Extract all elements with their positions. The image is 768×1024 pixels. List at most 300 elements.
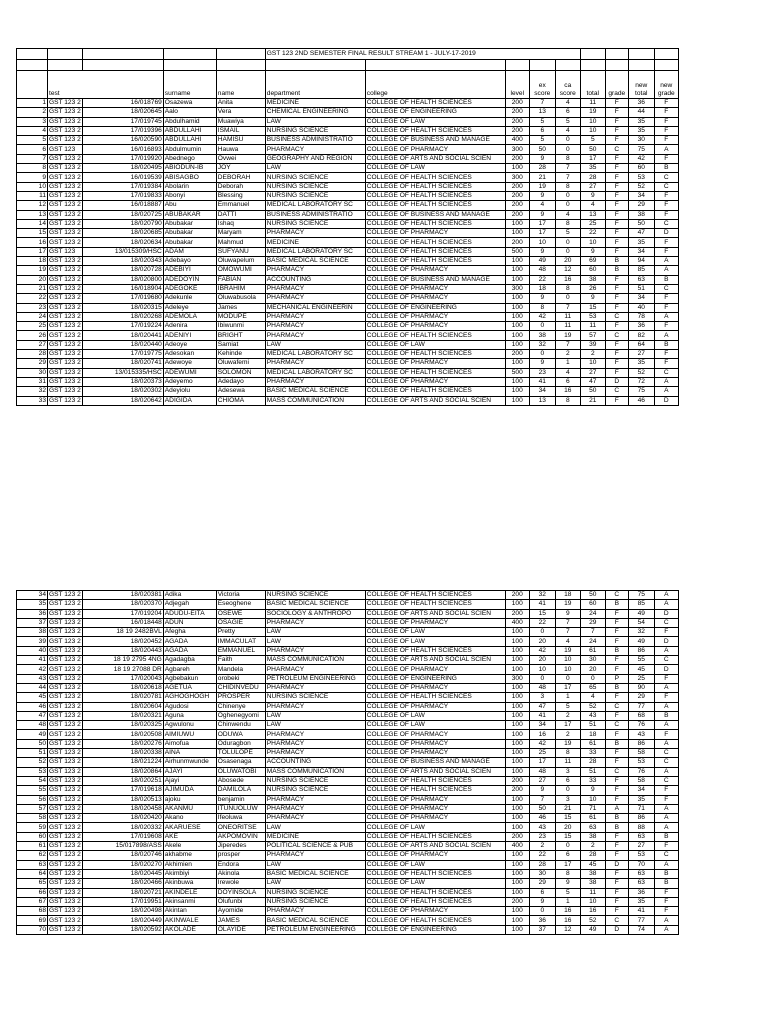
name-cell: James — [216, 303, 265, 312]
ca-score-cell: 15 — [555, 814, 580, 823]
ca-score-cell: 10 — [555, 656, 580, 665]
user-cell: 18/020370 — [82, 600, 163, 609]
name-cell: Osasenaga — [216, 758, 265, 767]
row-number: 9 — [17, 173, 48, 182]
surname-cell: Akele — [163, 842, 216, 851]
college-cell: COLLEGE OF PHARMACY — [365, 359, 505, 368]
department-cell: PHARMACY — [265, 739, 365, 748]
ca-score-cell: 0 — [555, 842, 580, 851]
level-cell: 100 — [505, 739, 529, 748]
ex-score-cell: 34 — [529, 387, 555, 396]
ex-score-cell: 29 — [529, 879, 555, 888]
test-cell: GST 123 2 — [49, 266, 81, 274]
level-cell: 200 — [505, 591, 529, 600]
ca-score-cell: 4 — [555, 210, 580, 219]
name-cell: AKPOMOVIN — [216, 832, 265, 841]
new-total-cell: 35 — [628, 126, 654, 135]
department-cell: PHARMACY — [265, 749, 365, 758]
test-cell: GST 123 2 — [49, 693, 81, 701]
table-row — [17, 897, 679, 906]
total-cell: 24 — [580, 609, 605, 618]
user-cell: 18/020634 — [82, 238, 163, 247]
grade-cell: F — [605, 191, 628, 200]
user-cell: 18/020325 — [82, 721, 163, 730]
college-cell: COLLEGE OF HEALTH SCIENCES — [365, 916, 505, 925]
test-cell: GST 123 2 — [49, 99, 81, 107]
user-cell: 18/020800 — [82, 275, 163, 284]
total-cell: 13 — [580, 210, 605, 219]
user-cell: 18 19 2482BVL — [82, 628, 163, 637]
new-total-cell: 35 — [628, 238, 654, 247]
college-cell: COLLEGE OF HEALTH SCIENCES — [365, 387, 505, 396]
user-cell: 18/020343 — [82, 257, 163, 266]
total-cell: 21 — [580, 396, 605, 405]
surname-cell: Osazewa — [163, 99, 216, 108]
total-cell: 28 — [580, 758, 605, 767]
department-cell: SOCIOLOGY & ANTHROPO — [265, 609, 365, 618]
test-cell: GST 123 2 — [49, 322, 81, 330]
new-grade-cell: C — [654, 284, 678, 293]
user-cell: 15/017898/ASS — [82, 842, 163, 851]
new-grade-cell: A — [654, 739, 678, 748]
department-cell: PHARMACY — [265, 266, 365, 275]
college-cell: COLLEGE OF PHARMACY — [365, 284, 505, 293]
table-row — [17, 591, 679, 600]
row-number: 41 — [17, 656, 48, 665]
blank-row — [17, 60, 679, 71]
table-row — [17, 823, 679, 832]
new-total-cell: 72 — [628, 377, 654, 386]
department-cell: ACCOUNTING — [265, 758, 365, 767]
table-row — [17, 191, 679, 200]
grade-cell: C — [605, 591, 628, 600]
surname-cell: Akinbuwa — [163, 879, 216, 888]
ex-score-cell: 20 — [529, 637, 555, 646]
test-cell: GST 123 2 — [49, 656, 81, 664]
new-total-cell: 70 — [628, 860, 654, 869]
department-cell: BASIC MEDICAL SCIENCE — [265, 600, 365, 609]
name-cell: Emmanuel — [216, 201, 265, 210]
table-row — [17, 368, 679, 377]
user-cell: 17/019618 — [82, 786, 163, 795]
total-cell: 50 — [580, 387, 605, 396]
name-cell: FABIAN — [216, 275, 265, 284]
surname-cell: ABDULLAHI — [163, 126, 216, 135]
user-cell: 18/020741 — [82, 359, 163, 368]
test-cell: GST 123 2 — [49, 823, 81, 831]
new-grade-cell: A — [654, 145, 678, 154]
new-grade-cell: F — [654, 126, 678, 135]
table-row — [17, 294, 679, 303]
row-number: 55 — [17, 786, 48, 795]
user-cell: 17/019204 — [82, 609, 163, 618]
new-total-cell: 30 — [628, 136, 654, 145]
test-cell: GST 123 2 — [49, 739, 81, 747]
ex-score-cell: 0 — [529, 350, 555, 359]
user-cell: 17/019384 — [82, 182, 163, 191]
ca-score-cell: 0 — [555, 786, 580, 795]
row-number: 50 — [17, 739, 48, 748]
new-grade-cell: D — [654, 637, 678, 646]
new-grade-cell: A — [654, 312, 678, 321]
college-cell: COLLEGE OF LAW — [365, 340, 505, 349]
level-cell: 500 — [505, 247, 529, 256]
new-grade-cell: F — [654, 907, 678, 916]
grade-cell: F — [605, 219, 628, 228]
level-cell: 100 — [505, 377, 529, 386]
level-cell: 200 — [505, 210, 529, 219]
college-cell: COLLEGE OF HEALTH SCIENCES — [365, 869, 505, 878]
new-total-cell: 51 — [628, 284, 654, 293]
ca-score-cell: 16 — [555, 907, 580, 916]
row-number: 15 — [17, 229, 48, 238]
user-cell: 18/020338 — [82, 749, 163, 758]
table-row — [17, 247, 679, 256]
table-row — [17, 646, 679, 655]
table-row — [17, 331, 679, 340]
ex-score-cell: 9 — [529, 786, 555, 795]
department-cell: LAW — [265, 711, 365, 720]
name-cell: Ishaq — [216, 219, 265, 228]
ca-score-cell: 8 — [555, 219, 580, 228]
surname-cell: Abonyi — [163, 191, 216, 200]
name-cell: DEBORAH — [216, 173, 265, 182]
total-cell: 71 — [580, 804, 605, 813]
new-grade-cell: A — [654, 331, 678, 340]
ex-score-cell: 48 — [529, 767, 555, 776]
department-cell: PETROLEUM ENGINEERING — [265, 925, 365, 934]
name-cell: Eseoghene — [216, 600, 265, 609]
table-row — [17, 739, 679, 748]
department-cell: NURSING SCIENCE — [265, 693, 365, 702]
row-number: 67 — [17, 897, 48, 906]
ex-score-cell: 38 — [529, 331, 555, 340]
new-total-cell: 53 — [628, 173, 654, 182]
new-grade-cell: A — [654, 721, 678, 730]
new-grade-cell: F — [654, 674, 678, 683]
college-cell: COLLEGE OF PHARMACY — [365, 294, 505, 303]
test-cell: GST 123 2 — [49, 795, 81, 803]
level-cell: 100 — [505, 359, 529, 368]
grade-cell: F — [605, 637, 628, 646]
user-cell: 18/020466 — [82, 879, 163, 888]
row-number: 64 — [17, 869, 48, 878]
surname-cell: Abednego — [163, 154, 216, 163]
grade-cell: F — [605, 628, 628, 637]
total-cell: 2 — [580, 350, 605, 359]
user-cell: 18/020781 — [82, 693, 163, 702]
total-cell: 5 — [580, 136, 605, 145]
name-cell: Oluwabusola — [216, 294, 265, 303]
college-cell: COLLEGE OF HEALTH SCIENCES — [365, 173, 505, 182]
ca-score-cell: 1 — [555, 897, 580, 906]
test-cell: GST 123 2 — [49, 600, 81, 608]
new-total-cell: 88 — [628, 823, 654, 832]
new-total-cell: 75 — [628, 591, 654, 600]
department-cell: PHARMACY — [265, 814, 365, 823]
level-cell: 300 — [505, 284, 529, 293]
test-cell: GST 123 2 — [49, 331, 81, 339]
college-cell: COLLEGE OF HEALTH SCIENCES — [365, 99, 505, 108]
ca-score-cell: 11 — [555, 758, 580, 767]
table-body-top — [17, 99, 679, 406]
name-cell: OLUWATOBI — [216, 767, 265, 776]
user-cell: 18 19 27088 DR — [82, 665, 163, 674]
surname-cell: Adeoye — [163, 340, 216, 349]
college-cell: COLLEGE OF HEALTH SCIENCES — [365, 201, 505, 210]
name-cell: TOLULOPE — [216, 749, 265, 758]
name-cell: Oluwapelum — [216, 257, 265, 266]
col-name: name — [216, 71, 265, 99]
total-cell: 16 — [580, 907, 605, 916]
level-cell: 100 — [505, 387, 529, 396]
new-grade-cell: A — [654, 860, 678, 869]
grade-cell: F — [605, 164, 628, 173]
surname-cell: ADUN — [163, 618, 216, 627]
ex-score-cell: 7 — [529, 795, 555, 804]
table-row — [17, 266, 679, 275]
table-row — [17, 907, 679, 916]
test-cell: GST 123 2 — [49, 860, 81, 868]
test-cell: GST 123 2 — [49, 182, 81, 190]
surname-cell: Agadagba — [163, 656, 216, 665]
ex-score-cell: 5 — [529, 136, 555, 145]
new-grade-cell: F — [654, 888, 678, 897]
department-cell: MEDICAL LABORATORY SC — [265, 350, 365, 359]
new-total-cell: 36 — [628, 322, 654, 331]
test-cell: GST 123 2 — [49, 173, 81, 181]
ex-score-cell: 42 — [529, 646, 555, 655]
surname-cell: AGADA — [163, 637, 216, 646]
grade-cell: D — [605, 377, 628, 386]
row-number: 28 — [17, 350, 48, 359]
new-total-cell: 32 — [628, 628, 654, 637]
new-grade-cell: C — [654, 219, 678, 228]
new-total-cell: 86 — [628, 646, 654, 655]
surname-cell: ADIGIDA — [163, 396, 216, 405]
surname-cell: Abubakar — [163, 229, 216, 238]
ex-score-cell: 20 — [529, 656, 555, 665]
total-cell: 18 — [580, 730, 605, 739]
college-cell: COLLEGE OF PHARMACY — [365, 702, 505, 711]
ex-score-cell: 43 — [529, 823, 555, 832]
grade-cell: C — [605, 145, 628, 154]
level-cell: 100 — [505, 340, 529, 349]
ex-score-cell: 34 — [529, 721, 555, 730]
row-number: 32 — [17, 387, 48, 396]
surname-cell: AKE — [163, 832, 216, 841]
table-row — [17, 916, 679, 925]
total-cell: 28 — [580, 851, 605, 860]
grade-cell: P — [605, 674, 628, 683]
test-cell: GST 123 2 — [49, 628, 81, 636]
new-total-cell: 40 — [628, 303, 654, 312]
name-cell: Irewole — [216, 879, 265, 888]
test-cell: GST 123 2 — [49, 888, 81, 896]
level-cell: 100 — [505, 219, 529, 228]
new-total-cell: 25 — [628, 674, 654, 683]
college-cell: COLLEGE OF PHARMACY — [365, 730, 505, 739]
name-cell: ODUWA — [216, 730, 265, 739]
new-total-cell: 35 — [628, 117, 654, 126]
grade-cell: F — [605, 693, 628, 702]
new-grade-cell: F — [654, 201, 678, 210]
new-total-cell: 49 — [628, 637, 654, 646]
name-cell: Ibiwunmi — [216, 322, 265, 331]
name-cell: ISMAIL — [216, 126, 265, 135]
department-cell: MEDICINE — [265, 99, 365, 108]
level-cell: 100 — [505, 758, 529, 767]
surname-cell: ABDULLAHI — [163, 136, 216, 145]
ca-score-cell: 8 — [555, 869, 580, 878]
level-cell: 100 — [505, 767, 529, 776]
surname-cell: ajoku — [163, 795, 216, 804]
grade-cell: F — [605, 618, 628, 627]
level-cell: 100 — [505, 879, 529, 888]
ca-score-cell: 9 — [555, 879, 580, 888]
user-cell: 18/020268 — [82, 312, 163, 321]
total-cell: 47 — [580, 377, 605, 386]
college-cell: COLLEGE OF HEALTH SCIENCES — [365, 191, 505, 200]
department-cell: PHARMACY — [265, 359, 365, 368]
ca-score-cell: 7 — [555, 303, 580, 312]
name-cell: Deborah — [216, 182, 265, 191]
user-cell: 18/020618 — [82, 683, 163, 692]
level-cell: 400 — [505, 618, 529, 627]
grade-cell: F — [605, 368, 628, 377]
department-cell: NURSING SCIENCE — [265, 173, 365, 182]
user-cell: 18/020449 — [82, 916, 163, 925]
grade-cell: B — [605, 600, 628, 609]
surname-cell: Adewoye — [163, 359, 216, 368]
new-total-cell: 35 — [628, 359, 654, 368]
grade-cell: F — [605, 173, 628, 182]
new-total-cell: 58 — [628, 749, 654, 758]
new-grade-cell: F — [654, 303, 678, 312]
ex-score-cell: 5 — [529, 117, 555, 126]
college-cell: COLLEGE OF HEALTH SCIENCES — [365, 126, 505, 135]
name-cell: DOYINSOLA — [216, 888, 265, 897]
total-cell: 65 — [580, 683, 605, 692]
table-row — [17, 210, 679, 219]
user-cell: 18/020498 — [82, 907, 163, 916]
table-row — [17, 99, 679, 108]
user-cell: 18/020721 — [82, 888, 163, 897]
new-total-cell: 77 — [628, 916, 654, 925]
grade-cell: F — [605, 776, 628, 785]
name-cell: Vera — [216, 108, 265, 117]
table-row — [17, 795, 679, 804]
test-cell: GST 123 2 — [49, 312, 81, 320]
test-cell: GST 123 2 — [49, 387, 81, 395]
college-cell: COLLEGE OF PHARMACY — [365, 322, 505, 331]
level-cell: 100 — [505, 907, 529, 916]
total-cell: 10 — [580, 126, 605, 135]
ca-score-cell: 7 — [555, 618, 580, 627]
row-number: 36 — [17, 609, 48, 618]
new-total-cell: 29 — [628, 201, 654, 210]
college-cell: COLLEGE OF PHARMACY — [365, 907, 505, 916]
name-cell: IMMACULAT — [216, 637, 265, 646]
total-cell: 39 — [580, 340, 605, 349]
ex-score-cell: 50 — [529, 804, 555, 813]
name-cell: IBRAHIM — [216, 284, 265, 293]
ex-score-cell: 18 — [529, 284, 555, 293]
test-cell: GST 123 2 — [49, 201, 81, 209]
table-row — [17, 683, 679, 692]
row-number: 37 — [17, 618, 48, 627]
table-row — [17, 154, 679, 163]
table-row — [17, 136, 679, 145]
surname-cell: AKINWALE — [163, 916, 216, 925]
name-cell: Mandela — [216, 665, 265, 674]
name-cell: DAMILOLA — [216, 786, 265, 795]
name-cell: SUFYANU — [216, 247, 265, 256]
surname-cell: AJIMUDA — [163, 786, 216, 795]
new-grade-cell: F — [654, 210, 678, 219]
new-total-cell: 52 — [628, 368, 654, 377]
row-number: 10 — [17, 182, 48, 191]
header-row — [17, 71, 679, 99]
department-cell: LAW — [265, 164, 365, 173]
ca-score-cell: 19 — [555, 331, 580, 340]
name-cell: CHIOMA — [216, 396, 265, 405]
college-cell: COLLEGE OF ARTS AND SOCIAL SCIEN — [365, 656, 505, 665]
ca-score-cell: 5 — [555, 229, 580, 238]
surname-cell: AKOLADE — [163, 925, 216, 934]
grade-cell: F — [605, 294, 628, 303]
row-number: 3 — [17, 117, 48, 126]
col-ex-score: ex score — [529, 71, 555, 99]
test-cell: GST 123 2 — [49, 870, 81, 878]
surname-cell: Akhimien — [163, 860, 216, 869]
row-number: 39 — [17, 637, 48, 646]
level-cell: 100 — [505, 795, 529, 804]
row-number: 51 — [17, 749, 48, 758]
row-number: 16 — [17, 238, 48, 247]
surname-cell: Adika — [163, 591, 216, 600]
name-cell: Victoria — [216, 591, 265, 600]
ex-score-cell: 48 — [529, 266, 555, 275]
new-total-cell: 36 — [628, 888, 654, 897]
name-cell: prosper — [216, 851, 265, 860]
ex-score-cell: 21 — [529, 173, 555, 182]
new-total-cell: 34 — [628, 786, 654, 795]
row-number: 61 — [17, 842, 48, 851]
surname-cell: Adesokan — [163, 350, 216, 359]
college-cell: COLLEGE OF LAW — [365, 879, 505, 888]
department-cell: MEDICINE — [265, 832, 365, 841]
new-grade-cell: A — [654, 257, 678, 266]
surname-cell: Aimofua — [163, 739, 216, 748]
row-number: 53 — [17, 767, 48, 776]
department-cell: NURSING SCIENCE — [265, 191, 365, 200]
name-cell: DATTI — [216, 210, 265, 219]
test-cell: GST 123 2 — [49, 108, 81, 116]
new-grade-cell: A — [654, 916, 678, 925]
user-cell: 17/019224 — [82, 322, 163, 331]
ca-score-cell: 2 — [555, 730, 580, 739]
level-cell: 100 — [505, 322, 529, 331]
name-cell: Muawiya — [216, 117, 265, 126]
department-cell: BASIC MEDICAL SCIENCE — [265, 387, 365, 396]
grade-cell: F — [605, 284, 628, 293]
ex-score-cell: 13 — [529, 108, 555, 117]
ex-score-cell: 9 — [529, 210, 555, 219]
grade-cell: F — [605, 832, 628, 841]
row-number: 45 — [17, 693, 48, 702]
test-cell: GST 123 — [48, 247, 83, 256]
